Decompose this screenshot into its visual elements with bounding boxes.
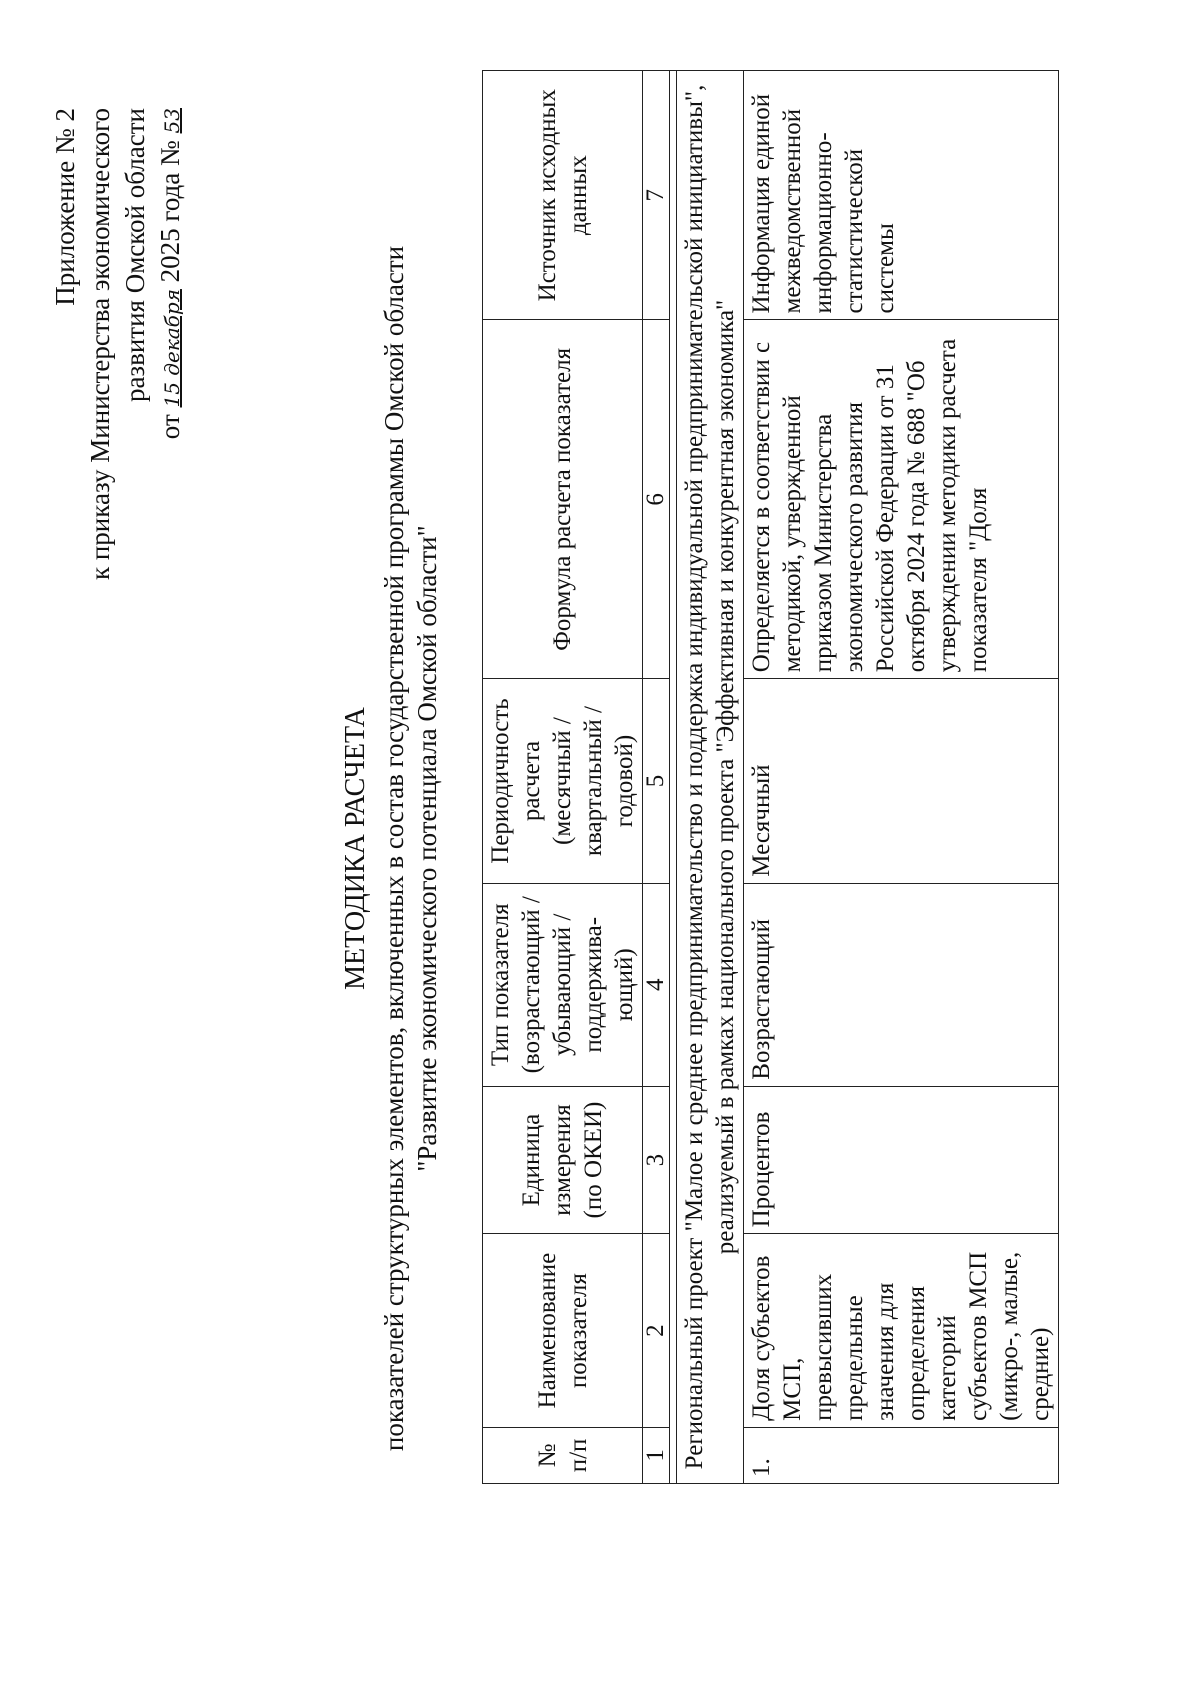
handwritten-number: 53 xyxy=(160,108,184,134)
table-row xyxy=(744,71,1059,1484)
indicator-name: Доля субъектов МСП, превысивших предельные значения для определения категорий субъектов МСП (микро-, малые, средние) xyxy=(744,1234,1059,1427)
indicator-source: Информация единой межведомственной информационно-статистической системы xyxy=(744,71,1059,320)
section-title: Региональный проект "Малое и среднее предпринимательство и поддержка индивидуальной предпринимательской инициативы", реализуемый в рамках национального проекта "Эффективная и конкурентная экономика" xyxy=(677,71,744,1484)
header-cell-type: Тип показателя (возрастающий / убывающий / поддержива-ющий) xyxy=(483,883,643,1086)
appendix-number: Приложение № 2 xyxy=(50,108,80,306)
section-row xyxy=(677,71,744,1484)
header-cell-formula: Формула расчета показателя xyxy=(483,320,643,679)
table-separator-row xyxy=(670,71,677,1484)
indicator-formula: Определяется в соответствии с методикой, утвержденной приказом Министерства экономического развития Российской Федерации от 31 октября 2024 года № 688 "Об утверждении методики расчета показателя "Доля xyxy=(744,320,1059,679)
subtitle-line-2: "Развитие экономического потенциала Омской области" xyxy=(412,525,442,1172)
order-region: развития Омской области xyxy=(120,108,150,403)
column-number: 5 xyxy=(643,679,670,884)
column-number: 4 xyxy=(643,883,670,1086)
document-subtitle xyxy=(378,0,444,1697)
header-cell-period: Периодичность расчета (месячный / квартальный / годовой) xyxy=(483,679,643,884)
order-reference: к приказу Министерства экономического xyxy=(85,108,115,581)
table-header-row xyxy=(483,71,643,1484)
column-number: 2 xyxy=(643,1234,670,1427)
indicator-type: Возрастающий xyxy=(744,883,1059,1086)
document-title: МЕТОДИКА РАСЧЕТА xyxy=(340,707,371,990)
methodology-table xyxy=(482,70,1059,1484)
row-number: 1. xyxy=(744,1427,1059,1483)
header-cell-number: № п/п xyxy=(483,1427,643,1483)
handwritten-date: 15 декабря xyxy=(160,289,184,408)
indicator-unit: Процентов xyxy=(744,1086,1059,1234)
order-year-number: 2025 года № xyxy=(155,140,185,283)
header-cell-source: Источник исходных данных xyxy=(483,71,643,320)
header-cell-unit: Единица измерения (по ОКЕИ) xyxy=(483,1086,643,1234)
column-number: 7 xyxy=(643,71,670,320)
order-date-line xyxy=(153,108,190,580)
header-cell-name: Наименование показателя xyxy=(483,1234,643,1427)
order-appendix-header xyxy=(48,108,190,580)
column-number-row xyxy=(643,71,670,1484)
date-prefix: от xyxy=(155,414,185,440)
column-number: 1 xyxy=(643,1427,670,1483)
indicator-period: Месячный xyxy=(744,679,1059,884)
column-number: 3 xyxy=(643,1086,670,1234)
subtitle-line-1: показателей структурных элементов, включенных в состав государственной программы Омской области xyxy=(379,245,409,1452)
column-number: 6 xyxy=(643,320,670,679)
separator-cell xyxy=(670,71,677,1484)
